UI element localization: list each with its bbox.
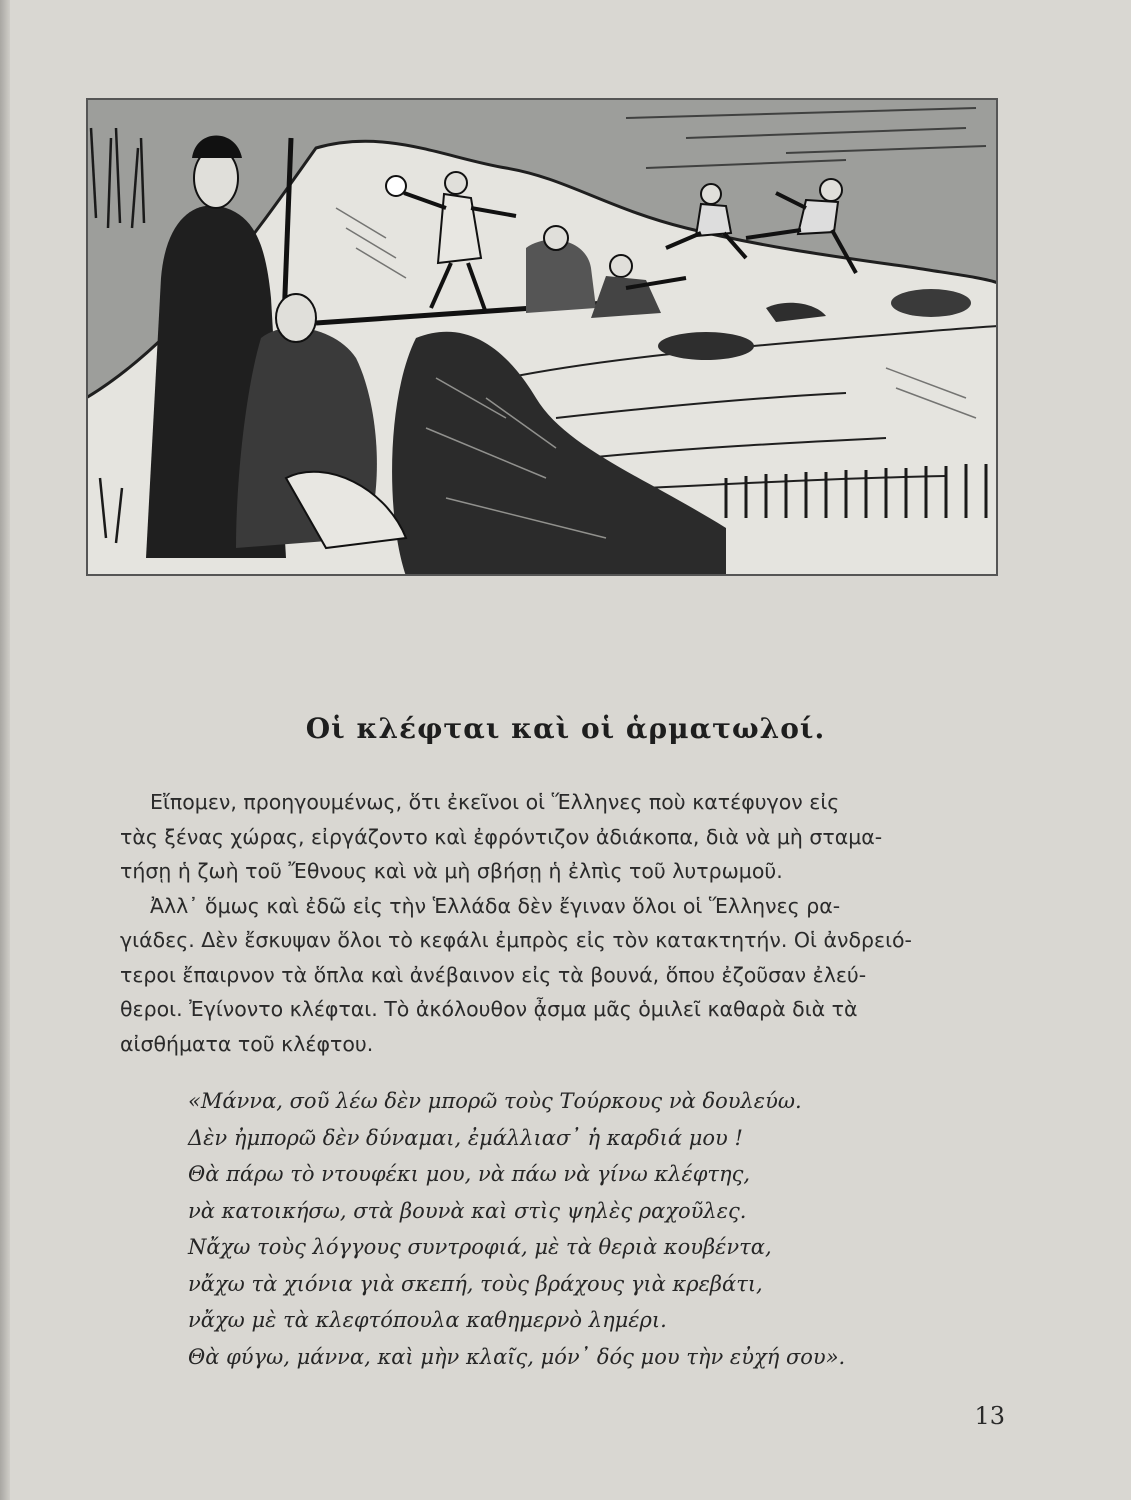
poem-verse: Θὰ φύγω, μάννα, καὶ μὴν κλαῖς, μόν᾽ δός μου τὴν εὐχή σου». bbox=[188, 1344, 846, 1369]
klepht-song-poem bbox=[188, 1083, 1028, 1375]
text-line: τὰς ξένας χώρας, εἰργάζοντο καὶ ἐφρόντιζον ἀδιάκοπα, διὰ νὰ μὴ σταμα- bbox=[120, 824, 883, 849]
poem-verse: Θὰ πάρω τὸ ντουφέκι μου, νὰ πάω νὰ γίνω κλέφτης, bbox=[188, 1162, 751, 1186]
text-line: αἰσθήματα τοῦ κλέφτου. bbox=[120, 1031, 374, 1056]
text-line: θεροι. Ἐγίνοντο κλέφται. Τὸ ἀκόλουθον ᾆσμα μᾶς ὁμιλεῖ καθαρὰ διὰ τὰ bbox=[120, 997, 858, 1021]
poem-verse: Νἄχω τοὺς λόγγους συντροφιά, μὲ τὰ θεριὰ κουβέντα, bbox=[188, 1235, 772, 1259]
paragraph-1 bbox=[120, 785, 1010, 889]
poem-verse: νἄχω μὲ τὰ κλεφτόπουλα καθημερνὸ λημέρι. bbox=[188, 1308, 667, 1332]
text-line: τεροι ἔπαιρνον τὰ ὅπλα καὶ ἀνέβαινον εἰς τὰ βουνά, ὅπου ἐζοῦσαν ἐλεύ- bbox=[120, 962, 867, 987]
text-line: γιάδες. Δὲν ἔσκυψαν ὅλοι τὸ κεφάλι ἐμπρὸς εἰς τὸν κατακτητήν. Οἱ ἀνδρειό- bbox=[120, 928, 912, 952]
text-line: Εἴπομεν, προηγουμένως, ὅτι ἐκεῖνοι οἱ Ἕλληνες ποὺ κατέφυγον εἰς bbox=[150, 790, 840, 814]
paragraph-2 bbox=[120, 889, 1010, 1062]
page-number: 13 bbox=[974, 1402, 1005, 1430]
poem-verse: νἄχω τὰ χιόνια γιὰ σκεπή, τοὺς βράχους γιὰ κρεβάτι, bbox=[188, 1271, 763, 1296]
body-text bbox=[120, 785, 1010, 1061]
poem-verse: Δὲν ἠμπορῶ δὲν δύναμαι, ἐμάλλιασ᾽ ἡ καρδιά μου ! bbox=[188, 1125, 743, 1150]
chapter-title: Οἱ κλέφται καὶ οἱ ἁρματωλοί. bbox=[305, 712, 826, 745]
page-edge-shadow bbox=[0, 0, 10, 1500]
text-line: Ἀλλ᾽ ὅμως καὶ ἐδῶ εἰς τὴν Ἑλλάδα δὲν ἔγιναν ὅλοι οἱ Ἕλληνες ρα- bbox=[150, 893, 841, 918]
text-line: τήσῃ ἡ ζωὴ τοῦ Ἔθνους καὶ νὰ μὴ σβήσῃ ἡ ἐλπὶς τοῦ λυτρωμοῦ. bbox=[120, 859, 783, 883]
klephts-battle-illustration bbox=[86, 98, 998, 576]
poem-verse: «Μάννα, σοῦ λέω δὲν μπορῶ τοὺς Τούρκους νὰ δουλεύω. bbox=[188, 1089, 802, 1113]
poem-verse: νὰ κατοικήσω, στὰ βουνὰ καὶ στὶς ψηλὲς ραχοῦλες. bbox=[188, 1198, 747, 1223]
